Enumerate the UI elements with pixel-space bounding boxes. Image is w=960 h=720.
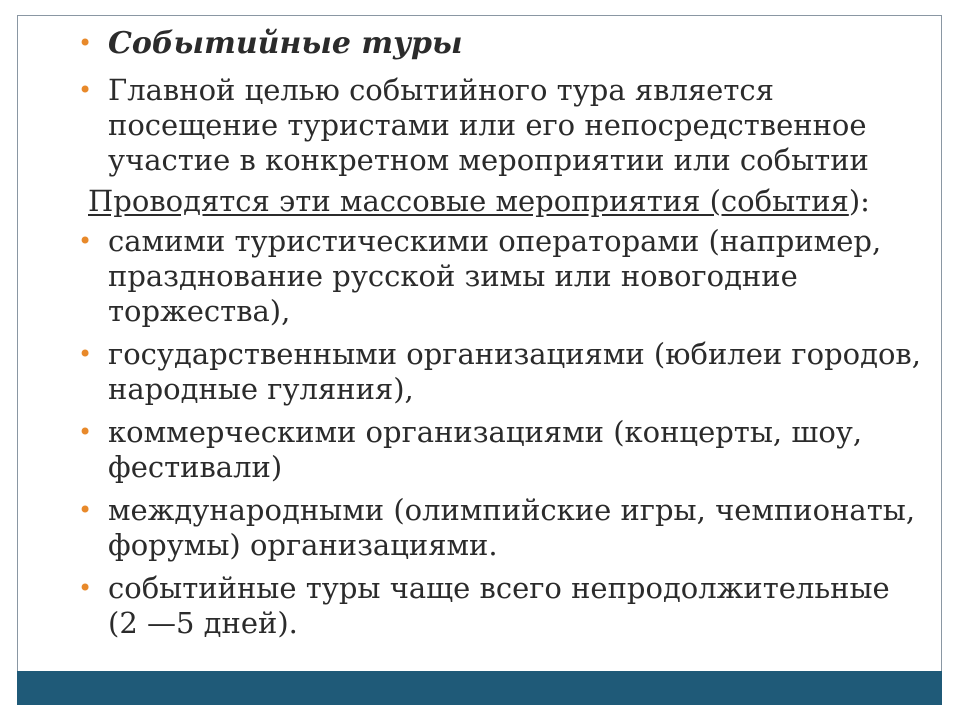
list-item (78, 571, 928, 641)
slide-content (78, 26, 928, 641)
bullet-icon: • (78, 76, 93, 104)
subheading (78, 184, 928, 219)
list-item (78, 415, 928, 485)
list-item (78, 493, 928, 563)
bullet-icon: • (78, 574, 93, 602)
list-item-text: коммерческими организациями (концерты, шоу, фестивали) (108, 415, 863, 484)
list-item-text: Главной целью событийного тура является посещение туристами или его непосредственное участие в конкретном мероприятии или событии (108, 73, 869, 177)
slide-title: Событийные туры (108, 26, 463, 61)
footer-bar (17, 671, 942, 705)
list-item-text: международными (олимпийские игры, чемпионаты, форумы) организациями. (108, 493, 916, 562)
bullet-icon: • (78, 227, 93, 255)
list-item-text: событийные туры чаще всего непродолжительные (2 —5 дней). (108, 571, 890, 640)
list-item (78, 73, 928, 178)
bullet-icon: • (78, 29, 93, 57)
bullet-icon: • (78, 496, 93, 524)
subheading-tail: ): (848, 184, 870, 218)
list-item-text: государственными организациями (юбилеи городов, народные гуляния), (108, 337, 921, 406)
bullet-icon: • (78, 418, 93, 446)
subheading-underlined: Проводятся эти массовые мероприятия (события (88, 184, 849, 218)
list-item (78, 224, 928, 329)
list-item (78, 337, 928, 407)
list-item-text: самими туристическими операторами (например, празднование русской зимы или новогодние торжества), (108, 224, 882, 328)
bullet-icon: • (78, 340, 93, 368)
list-item-title (78, 26, 928, 61)
